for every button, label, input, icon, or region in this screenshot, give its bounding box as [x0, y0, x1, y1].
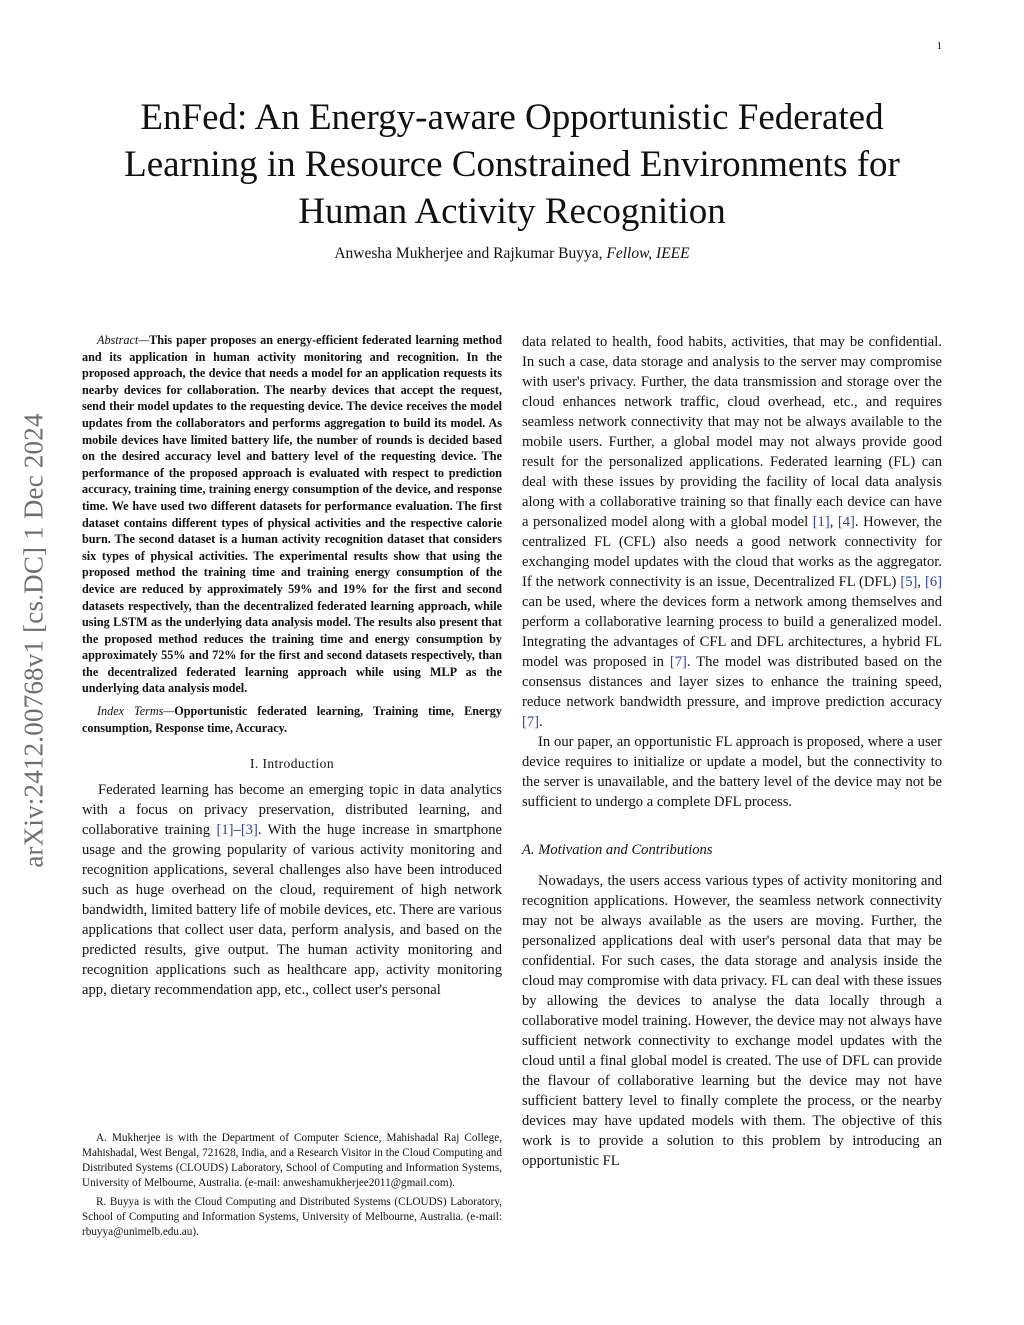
intro-text-b: . With the huge increase in smartphone usage and the growing popularity of various activity monitoring and recognition applications, several challenges also have been introduced such as huge overhead on the cloud, requirement of high network bandwidth, limited battery life of mobile devices, etc. There are various applications that collect user data, perform analysis, and based on the predicted results, give output. The human activity monitoring and recognition applications such as healthcare app, activity monitoring app, dietary recommendation app, etc., collect user's personal — [82, 822, 502, 999]
intro-text-a: Federated learning has become an emerging topic in data analytics with a focus on privacy preservation, distributed learning, and collaborative training — [82, 782, 502, 839]
citation-separator: , — [917, 574, 925, 590]
citation-link[interactable]: [3] — [240, 822, 258, 839]
index-terms — [82, 703, 502, 736]
subsection-heading-motivation: A. Motivation and Contributions — [522, 842, 713, 858]
citation-dash: – — [233, 822, 241, 839]
citation-link[interactable]: [6] — [924, 574, 943, 590]
citation-link[interactable]: [4] — [837, 514, 855, 530]
rc-text-e: . — [539, 714, 543, 730]
abstract — [82, 332, 502, 697]
author-line — [70, 245, 954, 263]
rc-text-d: . The model was distributed based on the consensus distances and layer sizes to enhance the training speed, reduce network bandwidth pressure, and improve prediction accuracy — [522, 654, 942, 710]
author-names: Anwesha Mukherjee and Rajkumar Buyya, — [334, 245, 603, 262]
section-heading-introduction: I. Introduction — [250, 756, 334, 772]
intro-continuation-paragraph — [522, 332, 942, 732]
rc-text-a: data related to health, food habits, activities, that may be confidential. In such a case, data storage and analysis to the server may compromise with user's privacy. Further, the data transmission and storage over the cloud enhances network traffic, cloud overhead, etc., and requires seamless network connectivity that may not be always available to the mobile users. Further, a global model may not always provide good result for the personalized applications. Federated learning (FL) can deal with these issues by providing the facility of local data analysis along with a collaborative training so that finally each device can have a personalized model along with a global model — [522, 334, 942, 530]
rc-text-b: . However, the centralized FL (CFL) also needs a good network connectivity for exchanging model updates with the cloud that works as the aggregator. If the network connectivity is an issue, Decentralized FL (DFL) — [522, 514, 942, 590]
citation-link[interactable]: [7] — [522, 714, 540, 730]
rc-text-c: can be used, where the devices form a network among themselves and perform a collaborative learning process to build a generalized model. Integrating the advantages of CFL and DFL architectures, a hybrid FL model was proposed in — [522, 594, 942, 670]
page-number: 1 — [936, 40, 942, 52]
citation-link[interactable]: [5] — [900, 574, 918, 590]
abstract-text: This paper proposes an energy-efficient federated learning method and its application in human activity monitoring and recognition. In the proposed approach, the device that needs a model for an application requests its nearby devices for collaboration. The nearby devices that accept the request, send their model updates to the requesting device. The device receives the model updates from the collaborators and performs aggregation to build its model. As mobile devices have limited battery life, the number of rounds is decided based on the desired accuracy level and battery level of the requesting device. The performance of the proposed approach is evaluated with respect to prediction accuracy, training time, training energy consumption of the device, and response time. We have used two different datasets for performance evaluation. The first dataset contains different types of physical activities and the respective calorie burn. The second dataset is a human activity recognition dataset that considers six types of physical activities. The experimental results show that using the proposed method the training time and training energy consumption of the device are reduced by approximately 59% and 19% for the first and second datasets respectively, than the decentralized federated learning approach, while using LSTM as the underlying data analysis model. The results also present that the proposed method reduces the training time and energy consumption by approximately 55% and 72% for the first and second datasets respectively, than the decentralized federated learning approach while using MLP as the underlying data analysis model. — [82, 333, 502, 696]
footnote-author-1: A. Mukherjee is with the Department of Computer Science, Mahishadal Raj College, Mahishadal, West Bengal, 721628, India, and a Research Visitor in the Cloud Computing and Distributed Systems (CLOUDS) Laboratory, School of Computing and Information Systems, University of Melbourne, Australia. (e-mail: anweshamukherjee2011@gmail.com). — [82, 1132, 502, 1189]
proposal-paragraph: In our paper, an opportunistic FL approach is proposed, where a user device requires to initialize or update a model, but the connectivity to the server is unavailable, and the battery level of the device may not be sufficient to undergo a complete DFL process. — [522, 734, 942, 810]
motivation-paragraph: Nowadays, the users access various types of activity monitoring and recognition applications. However, the seamless network connectivity may not be always available as the users are moving. Further, the personalized applications deal with user's personal data that may be confidential. For such cases, the data storage and analysis inside the cloud may compromise with data privacy. FL can deal with these issues by allowing the devices to analyse the data locally through a collaborative model training. However, the device may not always have sufficient network connectivity to exchange model updates with the cloud until a final global model is created. The use of DFL can provide the flavour of collaborative learning but the device may not have sufficient battery level to finally complete the process, or the nearby devices may have updated models with them. The objective of this work is to provide a solution to this problem by introducing an opportunistic FL — [522, 873, 942, 1169]
left-column — [82, 332, 502, 1000]
footnotes — [82, 1131, 502, 1244]
paper-title: EnFed: An Energy-aware Opportunistic Federated Learning in Resource Constrained Environments for Human Activity Recognition — [124, 97, 900, 232]
author-affiliation: Fellow, IEEE — [606, 245, 690, 262]
abstract-label: Abstract— — [97, 333, 150, 347]
intro-paragraph — [82, 780, 502, 1000]
citation-link[interactable]: [1] — [812, 514, 830, 530]
index-terms-label: Index Terms— — [97, 704, 175, 719]
arxiv-identifier — [8, 350, 60, 930]
arxiv-identifier-text: arXiv:2412.00768v1 [cs.DC] 1 Dec 2024 — [18, 412, 49, 868]
citation-separator: , — [829, 514, 838, 530]
index-terms-text: Opportunistic federated learning, Training time, Energy consumption, Response time, Accuracy. — [82, 704, 502, 735]
citation-link[interactable]: [7] — [669, 654, 687, 670]
right-column — [522, 332, 942, 1171]
citation-link[interactable]: [1] — [216, 822, 234, 839]
footnote-author-2: R. Buyya is with the Cloud Computing and Distributed Systems (CLOUDS) Laboratory, School of Computing and Information Systems, University of Melbourne, Australia. (e-mail: rbuyya@unimelb.edu.au). — [82, 1196, 502, 1238]
